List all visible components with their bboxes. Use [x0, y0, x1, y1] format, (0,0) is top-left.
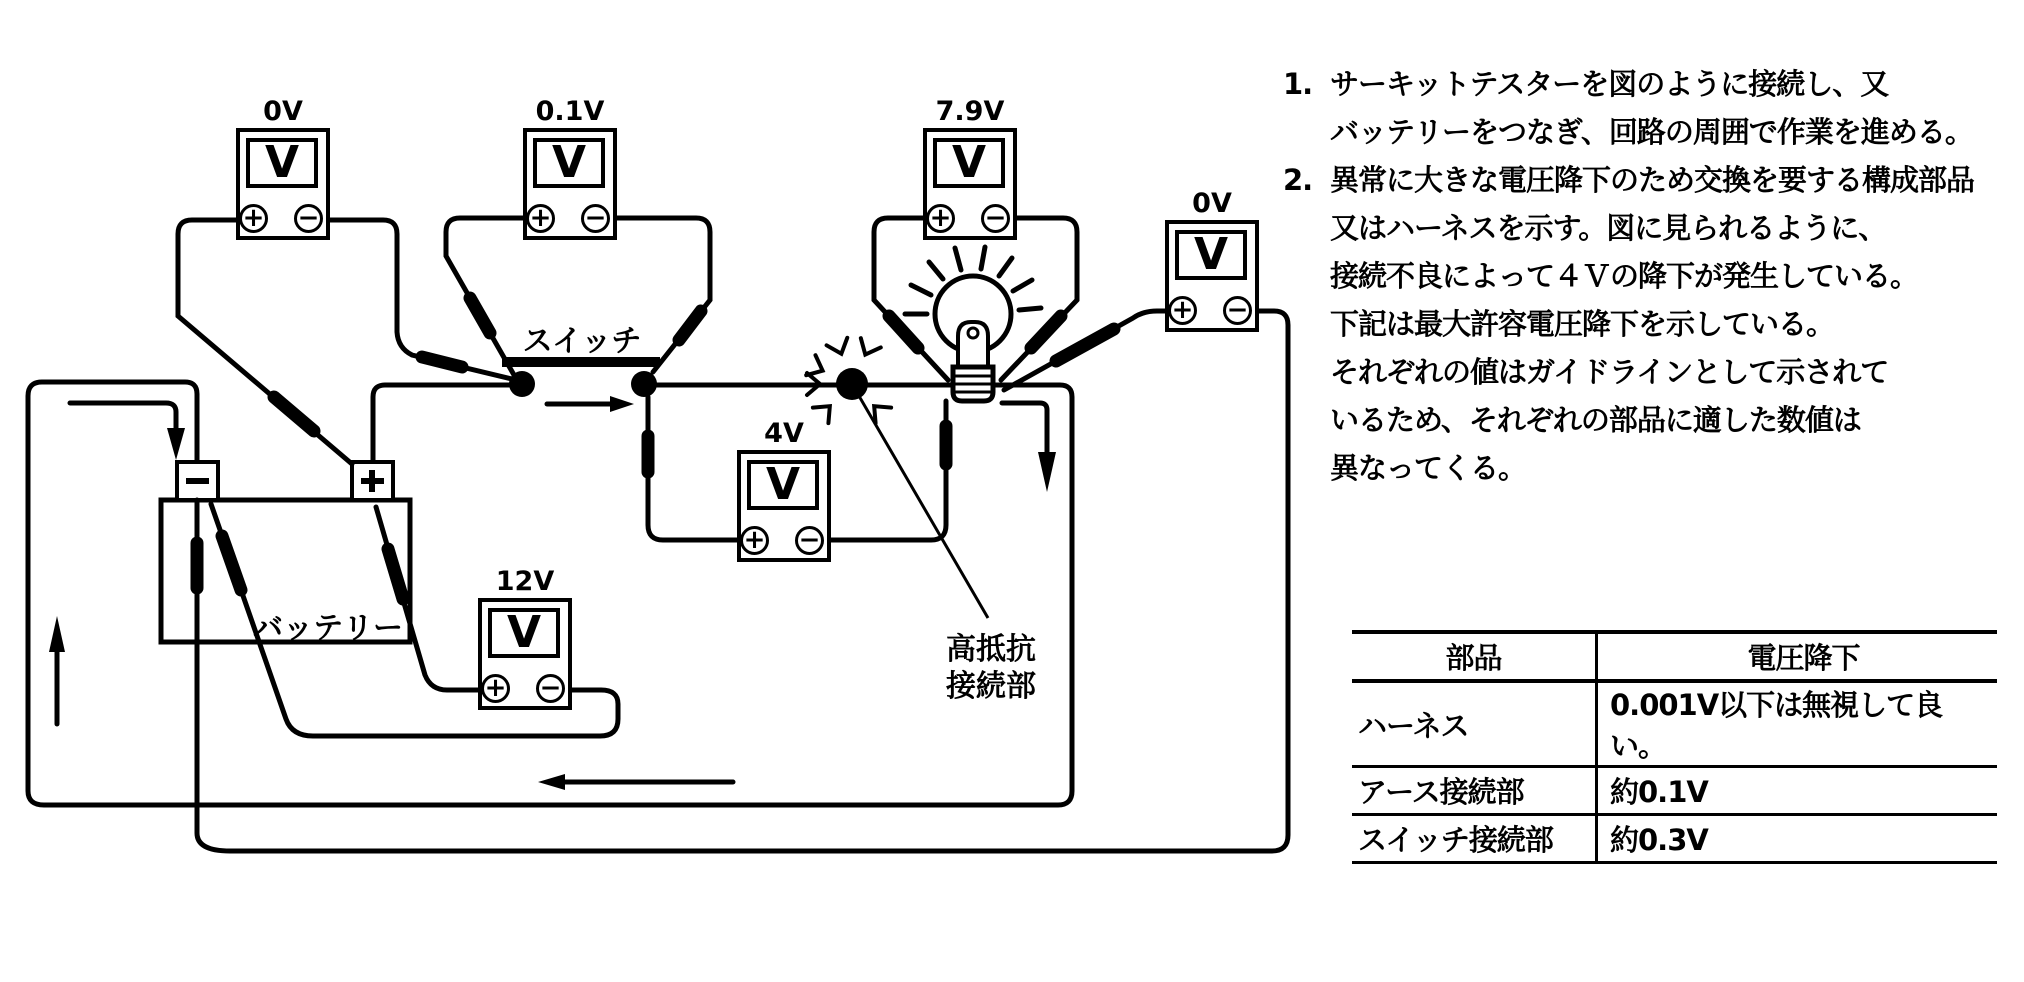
voltmeter-display: V: [488, 608, 560, 658]
leader-line: [859, 396, 988, 618]
plus-terminal-icon: +: [1168, 296, 1197, 325]
high-resistance-label-line2: 接続部: [946, 669, 1036, 704]
note-item-2: [1283, 156, 2023, 492]
voltmeter-reading: 7.9V: [935, 96, 1005, 127]
meter1-plus-lead: [178, 220, 352, 464]
voltmeter-reading: 0V: [263, 96, 303, 127]
switch-label: スイッチ: [522, 324, 642, 359]
plus-terminal-icon: +: [740, 526, 769, 555]
plus-terminal-icon: +: [481, 674, 510, 703]
voltmeter-reading: 12V: [495, 566, 555, 597]
arrow-up-left-side: [49, 616, 65, 724]
note-line: それぞれの値はガイドラインとして示されて: [1330, 355, 1889, 389]
minus-terminal-icon: −: [1223, 296, 1252, 325]
minus-terminal-icon: −: [294, 204, 323, 233]
switch-symbol: [502, 362, 660, 397]
column-header-part: 部品: [1352, 632, 1597, 681]
meter1-minus-lead: [310, 220, 512, 379]
note-line: 異常に大きな電圧降下のため交換を要する構成部品: [1330, 163, 1975, 197]
voltmeter-reading: 4V: [764, 418, 804, 449]
bulb-voltmeter: [923, 96, 1017, 240]
minus-terminal-icon: −: [536, 674, 565, 703]
note-text: [1330, 156, 2023, 492]
arrow-down-right-side: [1002, 403, 1056, 492]
voltmeter-display: V: [1175, 230, 1247, 280]
voltmeter-display: V: [533, 138, 605, 188]
voltmeter-display: V: [747, 460, 819, 510]
minus-terminal-icon: −: [581, 204, 610, 233]
voltmeter-reading: 0V: [1192, 188, 1232, 219]
part-cell: スイッチ接続部: [1352, 815, 1597, 863]
voltmeter-display: V: [246, 138, 318, 188]
battery-voltmeter: [478, 566, 572, 710]
note-line: 又はハーネスを示す。図に見られるように、: [1330, 211, 1887, 245]
note-line: いるため、それぞれの部品に適した数値は: [1330, 403, 1861, 437]
arrow-into-minus-terminal: [70, 403, 185, 460]
note-line: 接続不良によって４Ｖの降下が発生している。: [1330, 259, 1919, 293]
plus-terminal-icon: +: [239, 204, 268, 233]
table-row: [1352, 815, 1997, 863]
note-number: 2.: [1283, 163, 1313, 197]
battery-label: バッテリー: [253, 611, 403, 646]
table-header-row: [1352, 632, 1997, 681]
voltage-drop-cell: 約0.3V: [1597, 815, 1998, 863]
voltmeter-reading: 0.1V: [535, 96, 605, 127]
harness-feed-voltmeter: [236, 96, 330, 240]
table-row: [1352, 767, 1997, 815]
switch-contact-left: [509, 371, 535, 397]
note-line: サーキットテスターを図のように接続し、又: [1330, 67, 1889, 101]
note-number: 1.: [1283, 67, 1313, 101]
ground-return-voltmeter: [1165, 188, 1259, 332]
arrow-left-bottom: [538, 774, 733, 790]
note-text: [1330, 60, 2023, 156]
instruction-notes: [1283, 60, 2023, 492]
note-line: バッテリーをつなぎ、回路の周囲で作業を進める。: [1330, 115, 1973, 149]
arrow-right-under-switch: [547, 396, 634, 412]
column-header-voltage-drop: 電圧降下: [1597, 632, 1998, 681]
table-row: [1352, 681, 1997, 767]
voltage-drop-cell: 約0.1V: [1597, 767, 1998, 815]
note-line: 異なってくる。: [1330, 451, 1527, 485]
part-cell: アース接続部: [1352, 767, 1597, 815]
part-cell: ハーネス: [1352, 681, 1597, 767]
plus-terminal-icon: +: [926, 204, 955, 233]
minus-terminal-icon: −: [981, 204, 1010, 233]
note-item-1: [1283, 60, 2023, 156]
plus-terminal-icon: +: [526, 204, 555, 233]
high-resistance-label-line1: 高抵抗: [946, 632, 1036, 667]
voltage-drop-table: [1352, 630, 1997, 864]
switch-voltmeter: [523, 96, 617, 240]
voltmeter-display: V: [933, 138, 1005, 188]
voltage-drop-cell: 0.001V以下は無視して良い。: [1597, 681, 1998, 767]
note-line: 下記は最大許容電圧降下を示している。: [1330, 307, 1835, 341]
minus-terminal-icon: −: [795, 526, 824, 555]
switch-contact-right: [631, 371, 657, 397]
bad-connection-voltmeter: [737, 418, 831, 562]
